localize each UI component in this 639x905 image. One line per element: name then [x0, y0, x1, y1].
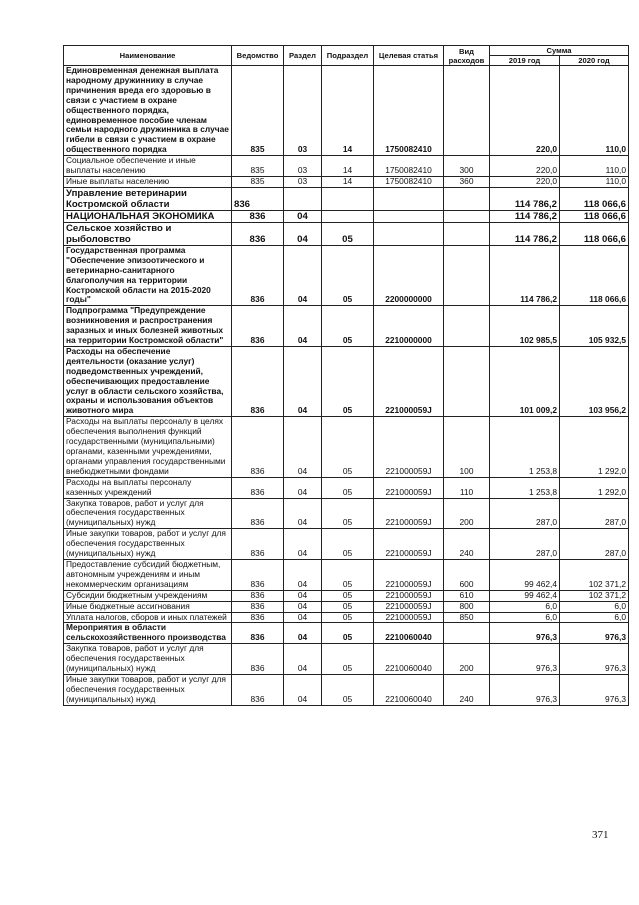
row-2020: 6,0 [560, 612, 629, 623]
row-dept: 836 [232, 601, 284, 612]
row-section: 04 [284, 559, 322, 590]
row-target: 1750082410 [374, 176, 444, 187]
row-target: 2210060040 [374, 623, 444, 644]
row-subsection: 05 [322, 222, 374, 245]
row-2020: 1 292,0 [560, 417, 629, 477]
row-dept: 835 [232, 156, 284, 177]
row-type: 360 [444, 176, 490, 187]
header-type: Вид расходов [444, 46, 490, 66]
row-2020: 118 066,6 [560, 187, 629, 210]
row-target: 221000059J [374, 477, 444, 498]
row-2019: 114 786,2 [490, 222, 560, 245]
row-2020: 102 371,2 [560, 559, 629, 590]
row-name: Предоставление субсидий бюджетным, автономным учреждениям и иным некоммерческим организациям [64, 559, 232, 590]
row-type [444, 210, 490, 222]
row-type [444, 245, 490, 305]
row-2020: 118 066,6 [560, 245, 629, 305]
row-name: Закупка товаров, работ и услуг для обеспечения государственных (муниципальных) нужд [64, 644, 232, 675]
row-section: 04 [284, 417, 322, 477]
row-2019: 1 253,8 [490, 477, 560, 498]
row-name: Расходы на обеспечение деятельности (оказание услуг) подведомственных учреждений, обеспечивающих предоставление услуг в области сельского хозяйства, охраны и использования объектов животного мира [64, 346, 232, 416]
row-section: 04 [284, 601, 322, 612]
row-2019: 976,3 [490, 674, 560, 705]
row-target: 221000059J [374, 559, 444, 590]
row-section: 03 [284, 66, 322, 156]
row-section: 04 [284, 222, 322, 245]
table-row [64, 346, 629, 416]
row-subsection: 05 [322, 417, 374, 477]
row-type: 600 [444, 559, 490, 590]
row-target: 221000059J [374, 601, 444, 612]
header-target: Целевая статья [374, 46, 444, 66]
row-type [444, 66, 490, 156]
row-target: 221000059J [374, 612, 444, 623]
row-dept: 836 [232, 612, 284, 623]
row-target: 2210060040 [374, 674, 444, 705]
row-subsection: 14 [322, 156, 374, 177]
row-subsection: 05 [322, 623, 374, 644]
row-2020: 287,0 [560, 498, 629, 529]
table-row [64, 590, 629, 601]
row-section: 04 [284, 644, 322, 675]
row-name: Субсидии бюджетным учреждениям [64, 590, 232, 601]
row-target: 221000059J [374, 529, 444, 560]
row-name: Управление ветеринарии Костромской области [64, 187, 232, 210]
row-section: 04 [284, 477, 322, 498]
row-section [284, 187, 322, 210]
row-name: Социальное обеспечение и иные выплаты населению [64, 156, 232, 177]
row-2020: 1 292,0 [560, 477, 629, 498]
row-target: 2210060040 [374, 644, 444, 675]
row-2020: 118 066,6 [560, 210, 629, 222]
row-2019: 287,0 [490, 529, 560, 560]
row-type: 240 [444, 529, 490, 560]
row-name: Уплата налогов, сборов и иных платежей [64, 612, 232, 623]
row-target [374, 210, 444, 222]
row-dept: 836 [232, 623, 284, 644]
row-subsection: 05 [322, 498, 374, 529]
row-target [374, 222, 444, 245]
row-type: 240 [444, 674, 490, 705]
row-section: 03 [284, 156, 322, 177]
row-target: 2200000000 [374, 245, 444, 305]
row-name: Государственная программа "Обеспечение эпизоотического и ветеринарно-санитарного благополучия на территории Костромской области на 2015-2020 годы" [64, 245, 232, 305]
row-2020: 976,3 [560, 644, 629, 675]
row-subsection: 05 [322, 477, 374, 498]
table-row [64, 156, 629, 177]
row-type: 200 [444, 498, 490, 529]
row-2019: 1 253,8 [490, 417, 560, 477]
row-2020: 110,0 [560, 66, 629, 156]
row-subsection: 05 [322, 674, 374, 705]
row-dept: 836 [232, 245, 284, 305]
row-type [444, 187, 490, 210]
row-dept: 836 [232, 477, 284, 498]
row-2020: 103 956,2 [560, 346, 629, 416]
row-name: Иные закупки товаров, работ и услуг для обеспечения государственных (муниципальных) нужд [64, 674, 232, 705]
table-row [64, 222, 629, 245]
budget-table [63, 45, 629, 706]
row-name: Закупка товаров, работ и услуг для обеспечения государственных (муниципальных) нужд [64, 498, 232, 529]
row-dept: 835 [232, 176, 284, 187]
row-dept: 836 [232, 529, 284, 560]
row-section: 04 [284, 498, 322, 529]
row-subsection: 05 [322, 601, 374, 612]
row-type: 300 [444, 156, 490, 177]
row-section: 03 [284, 176, 322, 187]
table-row [64, 612, 629, 623]
row-2020: 110,0 [560, 176, 629, 187]
row-target: 221000059J [374, 346, 444, 416]
row-dept: 836 [232, 187, 284, 210]
table-row [64, 66, 629, 156]
row-section: 04 [284, 306, 322, 347]
row-2019: 976,3 [490, 644, 560, 675]
table-header [64, 46, 629, 66]
header-name: Наименование [64, 46, 232, 66]
row-2019: 220,0 [490, 176, 560, 187]
row-subsection: 05 [322, 529, 374, 560]
table-row [64, 245, 629, 305]
row-name: Иные бюджетные ассигнования [64, 601, 232, 612]
row-type: 850 [444, 612, 490, 623]
row-2019: 6,0 [490, 601, 560, 612]
row-2020: 976,3 [560, 674, 629, 705]
row-dept: 836 [232, 306, 284, 347]
row-dept: 836 [232, 210, 284, 222]
row-2020: 287,0 [560, 529, 629, 560]
row-subsection [322, 187, 374, 210]
row-type [444, 222, 490, 245]
table-row [64, 417, 629, 477]
row-type [444, 306, 490, 347]
row-section: 04 [284, 623, 322, 644]
table-body [64, 66, 629, 706]
row-dept: 836 [232, 417, 284, 477]
row-2020: 976,3 [560, 623, 629, 644]
row-subsection: 14 [322, 66, 374, 156]
row-type [444, 623, 490, 644]
row-target: 221000059J [374, 498, 444, 529]
row-2019: 220,0 [490, 66, 560, 156]
row-section: 04 [284, 210, 322, 222]
row-subsection: 05 [322, 644, 374, 675]
row-2019: 976,3 [490, 623, 560, 644]
row-type: 100 [444, 417, 490, 477]
row-subsection: 05 [322, 612, 374, 623]
row-subsection: 05 [322, 590, 374, 601]
row-dept: 836 [232, 346, 284, 416]
row-target: 221000059J [374, 590, 444, 601]
table-row [64, 674, 629, 705]
row-2020: 102 371,2 [560, 590, 629, 601]
table-row [64, 529, 629, 560]
row-name: Единовременная денежная выплата народному дружиннику в случае причинения вреда его здоровью в связи с участием в охране общественного порядка, единовременное пособие членам семьи народного дружинника в случае гибели в связи с участием в охране общественного порядка [64, 66, 232, 156]
row-name: НАЦИОНАЛЬНАЯ ЭКОНОМИКА [64, 210, 232, 222]
header-subsection: Подраздел [322, 46, 374, 66]
row-type: 110 [444, 477, 490, 498]
row-section: 04 [284, 674, 322, 705]
row-dept: 836 [232, 674, 284, 705]
header-dept: Ведомство [232, 46, 284, 66]
row-2019: 99 462,4 [490, 590, 560, 601]
row-2019: 102 985,5 [490, 306, 560, 347]
page-number: 371 [592, 829, 609, 841]
table-row [64, 559, 629, 590]
header-2019: 2019 год [490, 56, 560, 66]
row-subsection: 14 [322, 176, 374, 187]
row-name: Сельское хозяйство и рыболовство [64, 222, 232, 245]
row-target: 1750082410 [374, 156, 444, 177]
row-2020: 6,0 [560, 601, 629, 612]
row-subsection [322, 210, 374, 222]
header-sum: Сумма [490, 46, 629, 56]
row-name: Иные закупки товаров, работ и услуг для обеспечения государственных (муниципальных) нужд [64, 529, 232, 560]
table-row [64, 601, 629, 612]
table-row [64, 477, 629, 498]
table-row [64, 306, 629, 347]
row-type [444, 346, 490, 416]
row-type: 200 [444, 644, 490, 675]
row-2020: 110,0 [560, 156, 629, 177]
row-name: Иные выплаты населению [64, 176, 232, 187]
row-dept: 836 [232, 559, 284, 590]
row-name: Подпрограмма "Предупреждение возникновения и распространения заразных и иных болезней животных на территории Костромской области" [64, 306, 232, 347]
row-target [374, 187, 444, 210]
row-dept: 836 [232, 644, 284, 675]
row-section: 04 [284, 529, 322, 560]
header-2020: 2020 год [560, 56, 629, 66]
row-section: 04 [284, 346, 322, 416]
row-dept: 835 [232, 66, 284, 156]
row-subsection: 05 [322, 245, 374, 305]
row-2019: 101 009,2 [490, 346, 560, 416]
table-row [64, 623, 629, 644]
table-row [64, 187, 629, 210]
row-target: 2210000000 [374, 306, 444, 347]
table-row [64, 498, 629, 529]
row-2020: 118 066,6 [560, 222, 629, 245]
row-section: 04 [284, 590, 322, 601]
row-2019: 114 786,2 [490, 187, 560, 210]
row-type: 610 [444, 590, 490, 601]
row-section: 04 [284, 612, 322, 623]
row-dept: 836 [232, 498, 284, 529]
table-row [64, 644, 629, 675]
table-row [64, 210, 629, 222]
row-2019: 114 786,2 [490, 245, 560, 305]
row-name: Расходы на выплаты персоналу казенных учреждений [64, 477, 232, 498]
row-2019: 99 462,4 [490, 559, 560, 590]
row-2019: 220,0 [490, 156, 560, 177]
row-name: Мероприятия в области сельскохозяйственного производства [64, 623, 232, 644]
row-2019: 114 786,2 [490, 210, 560, 222]
row-type: 800 [444, 601, 490, 612]
header-section: Раздел [284, 46, 322, 66]
row-section: 04 [284, 245, 322, 305]
row-dept: 836 [232, 590, 284, 601]
table-row [64, 176, 629, 187]
row-subsection: 05 [322, 306, 374, 347]
row-name: Расходы на выплаты персоналу в целях обеспечения выполнения функций государственными (муниципальными) органами, казенными учреждениями, органами управления государственными внебюджетными фондами [64, 417, 232, 477]
row-target: 1750082410 [374, 66, 444, 156]
row-subsection: 05 [322, 559, 374, 590]
row-dept: 836 [232, 222, 284, 245]
row-2019: 287,0 [490, 498, 560, 529]
row-subsection: 05 [322, 346, 374, 416]
row-2019: 6,0 [490, 612, 560, 623]
row-target: 221000059J [374, 417, 444, 477]
row-2020: 105 932,5 [560, 306, 629, 347]
